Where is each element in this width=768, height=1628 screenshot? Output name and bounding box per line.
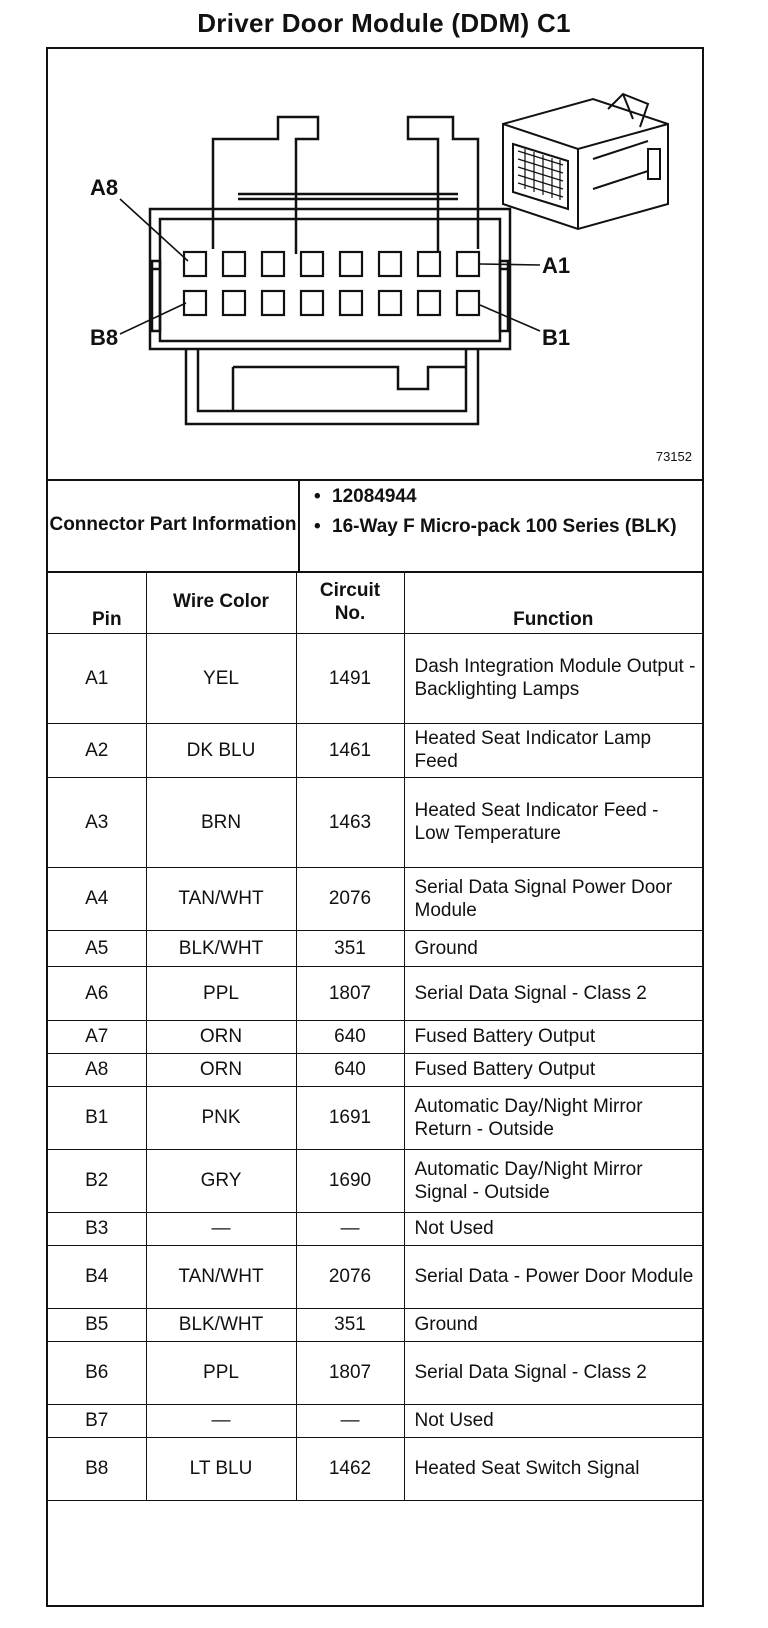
circuit-cell: 1491 <box>296 633 404 723</box>
table-row <box>48 966 702 1020</box>
function-cell: Ground <box>404 1308 702 1341</box>
circuit-cell: 351 <box>296 930 404 966</box>
connector-body <box>150 209 510 349</box>
circuit-cell: — <box>296 1404 404 1437</box>
function-cell: Serial Data Signal - Class 2 <box>404 1341 702 1404</box>
wire-color-cell: GRY <box>146 1149 296 1212</box>
function-cell: Serial Data Signal Power Door Module <box>404 867 702 930</box>
label-a1: A1 <box>542 253 571 278</box>
connector-part-information <box>48 479 702 573</box>
pin-cell: A5 <box>48 930 146 966</box>
connector-diagram <box>48 49 702 481</box>
function-cell: Automatic Day/Night Mirror Return - Outside <box>404 1086 702 1149</box>
label-b8: B8 <box>90 325 119 350</box>
table-row <box>48 1212 702 1245</box>
pin-cell: A3 <box>48 777 146 867</box>
label-b1: B1 <box>542 325 571 350</box>
connector-type: • 16-Way F Micro-pack 100 Series (BLK) <box>310 515 690 539</box>
table-row <box>48 930 702 966</box>
circuit-cell: 2076 <box>296 867 404 930</box>
table-row <box>48 1053 702 1086</box>
pin-cell: A8 <box>48 1053 146 1086</box>
circuit-cell: 640 <box>296 1020 404 1053</box>
wire-color-cell: PPL <box>146 966 296 1020</box>
part-number: • 12084944 <box>310 485 690 509</box>
table-row <box>48 1245 702 1308</box>
connector-part-info-label: Connector Part Information <box>48 479 300 571</box>
left-latch <box>213 117 318 254</box>
wire-color-cell: TAN/WHT <box>146 1245 296 1308</box>
table-row <box>48 1404 702 1437</box>
wire-color-cell: TAN/WHT <box>146 867 296 930</box>
circuit-cell: 1807 <box>296 1341 404 1404</box>
row-b-cavities <box>184 291 479 315</box>
row-a-cavities <box>184 252 479 276</box>
pin-cell: B4 <box>48 1245 146 1308</box>
header-function: Function <box>404 571 702 633</box>
table-row <box>48 1086 702 1149</box>
connector-drawing <box>48 49 702 479</box>
connector-3d-view <box>503 94 668 229</box>
pin-cell: A2 <box>48 723 146 777</box>
circuit-cell: 351 <box>296 1308 404 1341</box>
connector-part-info-list <box>310 485 690 545</box>
pin-cell: A7 <box>48 1020 146 1053</box>
table-row <box>48 867 702 930</box>
circuit-cell: 1691 <box>296 1086 404 1149</box>
pinout-table <box>48 571 702 1501</box>
circuit-cell: 1461 <box>296 723 404 777</box>
wire-color-cell: BRN <box>146 777 296 867</box>
function-cell: Dash Integration Module Output - Backlighting Lamps <box>404 633 702 723</box>
pin-cell: B6 <box>48 1341 146 1404</box>
header-circuit-no: Circuit No. <box>296 571 404 633</box>
function-cell: Ground <box>404 930 702 966</box>
table-row <box>48 1308 702 1341</box>
function-cell: Not Used <box>404 1404 702 1437</box>
function-cell: Heated Seat Indicator Feed - Low Temperature <box>404 777 702 867</box>
wire-color-cell: — <box>146 1212 296 1245</box>
wire-color-cell: BLK/WHT <box>146 930 296 966</box>
wire-color-cell: — <box>146 1404 296 1437</box>
function-cell: Fused Battery Output <box>404 1053 702 1086</box>
table-row <box>48 1020 702 1053</box>
circuit-cell: 1690 <box>296 1149 404 1212</box>
wire-color-cell: BLK/WHT <box>146 1308 296 1341</box>
wire-color-cell: LT BLU <box>146 1437 296 1500</box>
pin-cell: B8 <box>48 1437 146 1500</box>
label-a8: A8 <box>90 175 119 200</box>
circuit-cell: 640 <box>296 1053 404 1086</box>
pin-cell: B1 <box>48 1086 146 1149</box>
wire-color-cell: PPL <box>146 1341 296 1404</box>
right-latch <box>408 117 478 254</box>
pin-cell: B7 <box>48 1404 146 1437</box>
figure-number: 73152 <box>655 449 692 464</box>
table-row <box>48 633 702 723</box>
function-cell: Heated Seat Indicator Lamp Feed <box>404 723 702 777</box>
function-cell: Automatic Day/Night Mirror Signal - Outside <box>404 1149 702 1212</box>
circuit-cell: 2076 <box>296 1245 404 1308</box>
pin-cell: B3 <box>48 1212 146 1245</box>
wire-color-cell: ORN <box>146 1020 296 1053</box>
function-cell: Fused Battery Output <box>404 1020 702 1053</box>
pin-cell: A4 <box>48 867 146 930</box>
function-cell: Not Used <box>404 1212 702 1245</box>
wire-color-cell: DK BLU <box>146 723 296 777</box>
table-row <box>48 1149 702 1212</box>
pin-cell: A6 <box>48 966 146 1020</box>
wire-color-cell: PNK <box>146 1086 296 1149</box>
function-cell: Serial Data - Power Door Module <box>404 1245 702 1308</box>
connector-sheet <box>46 47 704 1607</box>
circuit-cell: 1807 <box>296 966 404 1020</box>
function-cell: Serial Data Signal - Class 2 <box>404 966 702 1020</box>
function-cell: Heated Seat Switch Signal <box>404 1437 702 1500</box>
wire-color-cell: ORN <box>146 1053 296 1086</box>
wire-color-cell: YEL <box>146 633 296 723</box>
circuit-cell: 1463 <box>296 777 404 867</box>
page-title: Driver Door Module (DDM) C1 <box>197 8 571 38</box>
pin-cell: A1 <box>48 633 146 723</box>
table-row <box>48 1437 702 1500</box>
pin-cell: B2 <box>48 1149 146 1212</box>
circuit-cell: 1462 <box>296 1437 404 1500</box>
table-row <box>48 1341 702 1404</box>
circuit-cell: — <box>296 1212 404 1245</box>
header-pin: Pin <box>48 571 146 633</box>
table-row <box>48 723 702 777</box>
table-row <box>48 777 702 867</box>
pin-cell: B5 <box>48 1308 146 1341</box>
header-wire-color: Wire Color <box>146 571 296 633</box>
